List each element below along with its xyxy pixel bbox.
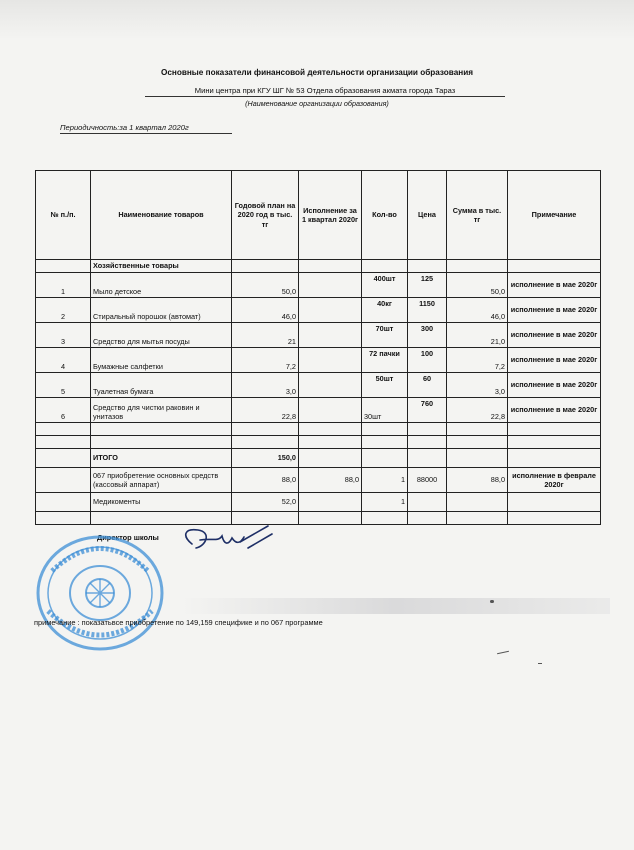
row-note: исполнение в мае 2020г [508,373,601,398]
section-row [36,260,601,273]
organization-name: Мини центра при КГУ ШГ № 53 Отдела образования акмата города Тараз [145,86,505,97]
row-note [508,493,601,512]
section-title: Хозяйственные товары [91,260,232,273]
spacer-row [36,423,601,436]
row-sum: 50,0 [447,273,508,298]
row-qty: 30шт [362,398,408,423]
row-price: 100 [408,348,447,373]
row-sum: 88,0 [447,468,508,493]
table-row [36,273,601,298]
row-exec [299,398,362,423]
row-qty: 72 пачки [362,348,408,373]
row-qty: 40кг [362,298,408,323]
row-num: 6 [36,398,91,423]
row-exec [299,323,362,348]
finance-table [35,170,601,525]
row-note: исполнение в мае 2020г [508,348,601,373]
row-exec: 88,0 [299,468,362,493]
row-sum: 21,0 [447,323,508,348]
row-exec [299,493,362,512]
row-plan: 3,0 [232,373,299,398]
row-note: исполнение в феврале 2020г [508,468,601,493]
header-price: Цена [408,171,447,260]
table-row [36,493,601,512]
table-row [36,348,601,373]
row-price: 1150 [408,298,447,323]
row-num: 5 [36,373,91,398]
row-name: Средство для мытья посуды [91,323,232,348]
row-plan: 50,0 [232,273,299,298]
row-note: исполнение в мае 2020г [508,398,601,423]
row-exec [299,373,362,398]
row-name: Средство для чистки раковин и унитазов [91,398,232,423]
row-exec [299,298,362,323]
table-row [36,373,601,398]
row-name: Стиральный порошок (автомат) [91,298,232,323]
row-name: 067 приобретение основных средств (кассовый аппарат) [91,468,232,493]
row-exec [299,348,362,373]
row-note: исполнение в мае 2020г [508,323,601,348]
header-qty: Кол-во [362,171,408,260]
table-row [36,298,601,323]
row-plan: 7,2 [232,348,299,373]
header-note: Примечание [508,171,601,260]
row-price: 760 [408,398,447,423]
row-price: 60 [408,373,447,398]
row-price [408,493,447,512]
document-title: Основные показатели финансовой деятельности организации образования [160,68,474,77]
header-num: № п./п. [36,171,91,260]
spacer-row [36,436,601,449]
row-plan: 21 [232,323,299,348]
row-name: Бумажные салфетки [91,348,232,373]
row-exec [299,273,362,298]
row-note: исполнение в мае 2020г [508,273,601,298]
row-price: 88000 [408,468,447,493]
handwritten-signature [178,520,278,560]
row-qty: 400шт [362,273,408,298]
table-row [36,323,601,348]
row-name: Медикоменты [91,493,232,512]
row-name: Туалетная бумага [91,373,232,398]
row-plan: 22,8 [232,398,299,423]
scan-mark [538,663,542,664]
row-price: 300 [408,323,447,348]
row-sum: 7,2 [447,348,508,373]
row-plan: 88,0 [232,468,299,493]
total-row [36,449,601,468]
row-name: Мыло детское [91,273,232,298]
row-sum: 22,8 [447,398,508,423]
row-note: исполнение в мае 2020г [508,298,601,323]
row-sum: 46,0 [447,298,508,323]
row-qty: 70шт [362,323,408,348]
row-num: 4 [36,348,91,373]
row-sum [447,493,508,512]
organization-note: (Наименование организации образования) [245,99,389,108]
scan-mark [497,651,509,654]
row-sum: 3,0 [447,373,508,398]
table-row [36,468,601,493]
total-plan: 150,0 [232,449,299,468]
signature-label: Директор школы [97,533,159,542]
row-num: 2 [36,298,91,323]
header-plan: Годовой план на 2020 год в тыс. тг [232,171,299,260]
total-label: ИТОГО [91,449,232,468]
period-label: Периодичность:за 1 квартал 2020г [60,123,232,134]
row-num: 3 [36,323,91,348]
header-sum: Сумма в тыс. тг [447,171,508,260]
row-price: 125 [408,273,447,298]
header-exec: Исполнение за 1 квартал 2020г [299,171,362,260]
row-qty: 1 [362,493,408,512]
header-row [36,171,601,260]
scan-shadow [0,0,634,40]
header-name: Наименование товаров [91,171,232,260]
row-qty: 50шт [362,373,408,398]
row-qty: 1 [362,468,408,493]
scan-mark [490,600,494,603]
spacer-row [36,512,601,525]
school-stamp [30,531,180,651]
row-num: 1 [36,273,91,298]
table-row [36,398,601,423]
row-plan: 46,0 [232,298,299,323]
row-plan: 52,0 [232,493,299,512]
footnote: примечание : показатьвсе приобретение по 149,159 специфике и по 067 программе [34,618,323,627]
scan-artifact [180,598,610,614]
